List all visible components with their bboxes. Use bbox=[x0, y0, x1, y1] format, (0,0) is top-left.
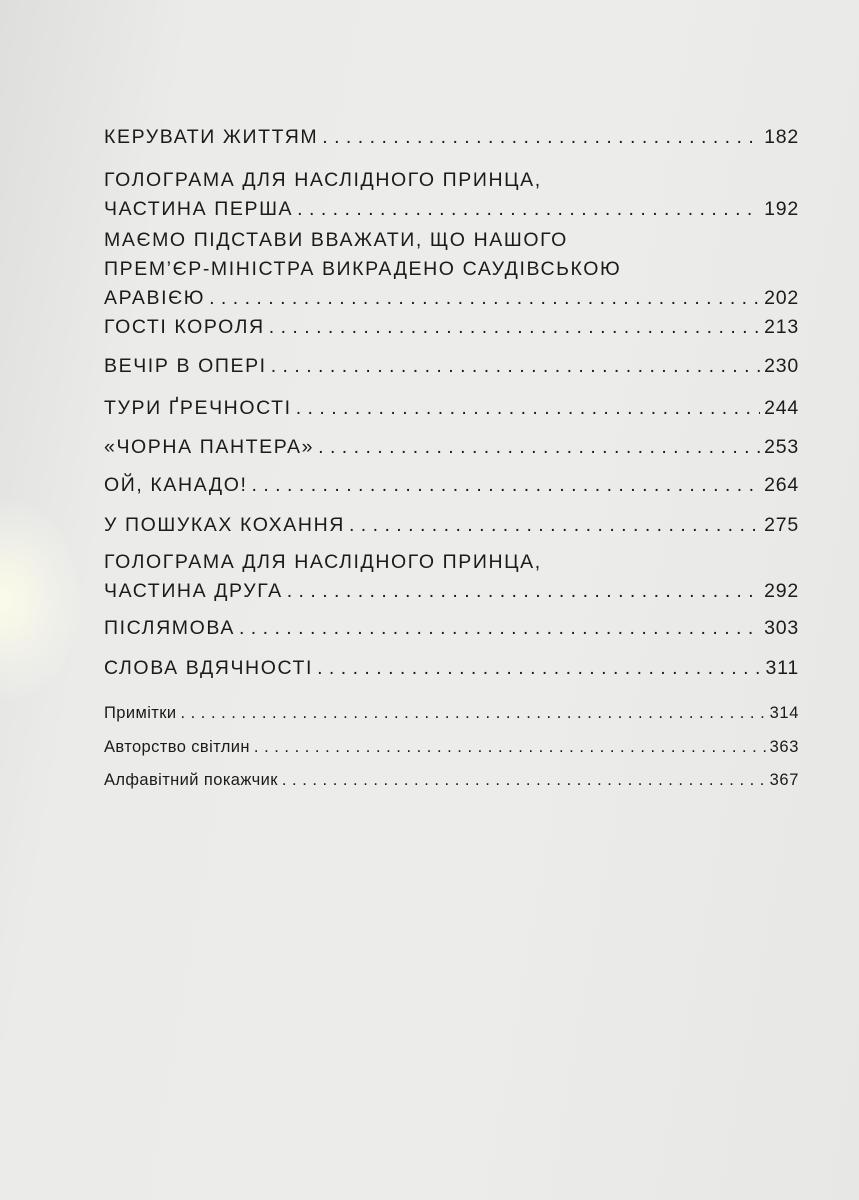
toc-entry-page: 303 bbox=[764, 617, 799, 639]
toc-entry bbox=[104, 766, 799, 795]
dot-leader bbox=[271, 352, 760, 381]
toc-entry bbox=[104, 548, 799, 606]
toc-entry-page: 253 bbox=[764, 436, 799, 458]
toc-entry-title: «ЧОРНА ПАНТЕРА» bbox=[104, 436, 315, 458]
toc-entry-page: 202 bbox=[764, 287, 799, 309]
dot-leader bbox=[322, 123, 760, 152]
toc-entry bbox=[104, 166, 799, 224]
toc-entry bbox=[104, 511, 799, 540]
toc-entry-title: ТУРИ ҐРЕЧНОСТІ bbox=[104, 397, 292, 419]
toc-entry-title: МАЄМО ПІДСТАВИ ВВАЖАТИ, ЩО НАШОГО bbox=[104, 229, 568, 251]
toc-entry-title: У ПОШУКАХ КОХАННЯ bbox=[104, 514, 345, 536]
toc-entry-title: Авторство світлин bbox=[104, 738, 250, 756]
dot-leader bbox=[349, 511, 760, 540]
toc-entry bbox=[104, 433, 799, 462]
toc-entry-page: 213 bbox=[764, 316, 799, 338]
toc-entry bbox=[104, 471, 799, 500]
dot-leader bbox=[254, 733, 766, 762]
toc-entry bbox=[104, 352, 799, 381]
toc-entry-page: 292 bbox=[764, 580, 799, 602]
dot-leader bbox=[297, 195, 760, 224]
toc-entry-page: 311 bbox=[765, 657, 799, 679]
toc-entry-title: ОЙ, КАНАДО! bbox=[104, 474, 248, 496]
toc-entry-title: Примітки bbox=[104, 704, 177, 722]
toc-entry-title: Алфавітний покажчик bbox=[104, 771, 278, 789]
dot-leader bbox=[209, 284, 760, 313]
toc-entry bbox=[104, 733, 799, 762]
light-glare bbox=[0, 500, 80, 700]
toc-entry-title: ГОЛОГРАМА ДЛЯ НАСЛІДНОГО ПРИНЦА, bbox=[104, 169, 542, 191]
toc-entry-page: 264 bbox=[764, 474, 799, 496]
toc-entry-title: КЕРУВАТИ ЖИТТЯМ bbox=[104, 126, 319, 148]
toc-entry bbox=[104, 654, 799, 683]
toc-entry bbox=[104, 226, 799, 313]
toc-entry bbox=[104, 313, 799, 342]
toc-entry-page: 314 bbox=[769, 704, 799, 722]
toc-entry-title: СЛОВА ВДЯЧНОСТІ bbox=[104, 657, 314, 679]
toc-entry-page: 363 bbox=[769, 738, 799, 756]
toc-entry bbox=[104, 394, 799, 423]
dot-leader bbox=[269, 313, 760, 342]
dot-leader bbox=[180, 699, 765, 728]
toc-entry-title: ВЕЧІР В ОПЕРІ bbox=[104, 355, 267, 377]
dot-leader bbox=[296, 394, 760, 423]
dot-leader bbox=[317, 654, 761, 683]
toc-entry-page: 275 bbox=[764, 514, 799, 536]
toc-entry-title: ГОЛОГРАМА ДЛЯ НАСЛІДНОГО ПРИНЦА, bbox=[104, 551, 542, 573]
toc-entry-page: 367 bbox=[769, 771, 799, 789]
toc-entry bbox=[104, 614, 799, 643]
dot-leader bbox=[282, 766, 766, 795]
toc-entry-title-continued: ЧАСТИНА ПЕРША bbox=[104, 198, 294, 220]
toc-entry-page: 182 bbox=[764, 126, 799, 148]
toc-entry-title-continued: ПРЕМ’ЄР-МІНІСТРА ВИКРАДЕНО САУДІВСЬКОЮ bbox=[104, 258, 622, 280]
toc-entry bbox=[104, 699, 799, 728]
toc-entry-page: 230 bbox=[764, 355, 799, 377]
toc-entry bbox=[104, 123, 799, 152]
toc-entry-title: ГОСТІ КОРОЛЯ bbox=[104, 316, 265, 338]
toc-entry-title: ПІСЛЯМОВА bbox=[104, 617, 235, 639]
toc-entry-page: 192 bbox=[764, 198, 799, 220]
toc-entry-title-continued: АРАВІЄЮ bbox=[104, 287, 206, 309]
toc-entry-title-continued: ЧАСТИНА ДРУГА bbox=[104, 580, 283, 602]
dot-leader bbox=[318, 433, 760, 462]
dot-leader bbox=[252, 471, 761, 500]
dot-leader bbox=[239, 614, 760, 643]
dot-leader bbox=[287, 577, 760, 606]
toc-entry-page: 244 bbox=[764, 397, 799, 419]
